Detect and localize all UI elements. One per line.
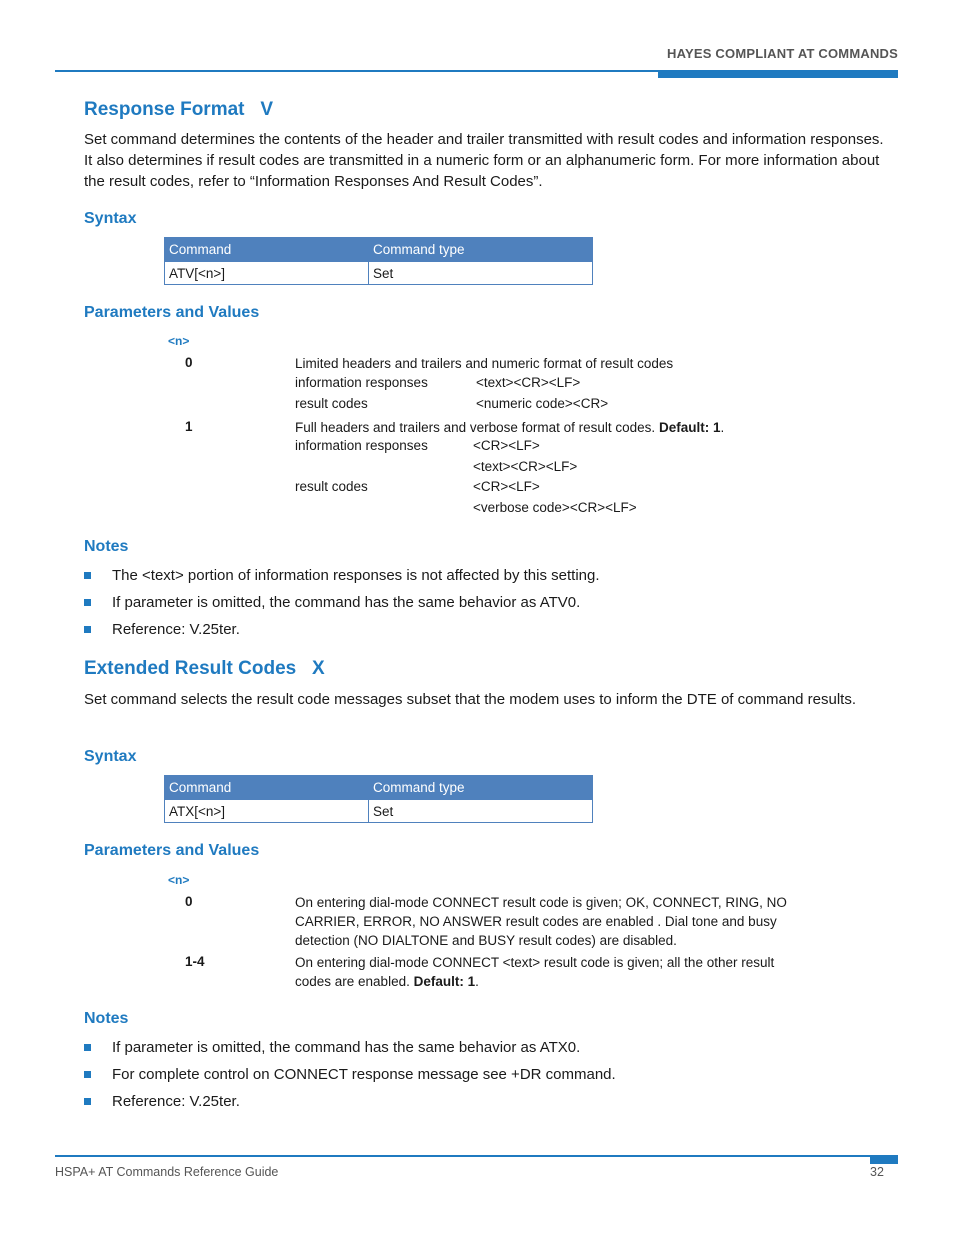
- syntax-table: [164, 775, 593, 823]
- info-responses-label: information responses: [295, 375, 428, 390]
- notes-heading: Notes: [84, 538, 129, 555]
- bullet-icon: [84, 1071, 91, 1078]
- info-responses-value: <text><CR><LF>: [473, 459, 578, 474]
- syntax-table: [164, 237, 593, 285]
- section-intro: Set command selects the result code messages subset that the modem uses to inform the DTE of command results.: [84, 691, 857, 708]
- param-desc-text: Full headers and trailers and verbose format of result codes.: [295, 420, 656, 435]
- table-header-command: Command: [165, 776, 369, 800]
- param-value-1: 1: [185, 419, 193, 434]
- running-header: HAYES COMPLIANT AT COMMANDS: [667, 46, 898, 61]
- syntax-heading: Syntax: [84, 748, 137, 765]
- bullet-icon: [84, 599, 91, 606]
- table-cell-type: Set: [369, 800, 593, 823]
- table-cell-type: Set: [369, 262, 593, 285]
- result-codes-label: result codes: [295, 479, 368, 494]
- info-responses-value: <CR><LF>: [473, 438, 540, 453]
- info-responses-label: information responses: [295, 438, 428, 453]
- default-label: Default: 1: [413, 974, 476, 989]
- param-tag: <n>: [168, 873, 190, 887]
- footer-doc-title: HSPA+ AT Commands Reference Guide: [55, 1165, 279, 1179]
- param-desc-1: Full headers and trailers and verbose format of result codes. Default: 1.: [295, 420, 725, 435]
- syntax-heading: Syntax: [84, 210, 137, 227]
- page-number: 32: [870, 1165, 884, 1179]
- result-codes-value: <verbose code><CR><LF>: [473, 500, 637, 515]
- bullet-icon: [84, 1098, 91, 1105]
- info-responses-value: <text><CR><LF>: [476, 375, 581, 390]
- param-value-0: 0: [185, 894, 193, 909]
- table-cell-command: ATV[<n>]: [165, 262, 369, 285]
- default-label: Default: 1: [658, 420, 721, 435]
- param-value-0: 0: [185, 355, 193, 370]
- section-title-response-format: Response Format V: [84, 99, 273, 120]
- header-accent-bar: [658, 70, 898, 78]
- result-codes-value: <CR><LF>: [473, 479, 540, 494]
- param-tag: <n>: [168, 334, 190, 348]
- notes-heading: Notes: [84, 1010, 129, 1027]
- params-heading: Parameters and Values: [84, 304, 260, 321]
- param-desc-0: Limited headers and trailers and numeric format of result codes: [295, 356, 674, 371]
- section-intro: Set command determines the contents of the header and trailer transmitted with result codes and information responses. It also determines if result codes are transmitted in a numeric form or an alphanumeric form. For more information about the result codes, refer to “Information Responses And Result Codes”.: [84, 131, 884, 190]
- table-cell-command: ATX[<n>]: [165, 800, 369, 823]
- result-codes-value: <numeric code><CR>: [476, 396, 609, 411]
- table-header-command-type: Command type: [369, 238, 593, 262]
- param-value-1-4: 1-4: [185, 954, 205, 969]
- bullet-icon: [84, 1044, 91, 1051]
- table-header-command: Command: [165, 238, 369, 262]
- footer-accent-bar: [870, 1155, 898, 1164]
- bullet-icon: [84, 626, 91, 633]
- param-desc-0: On entering dial-mode CONNECT result code is given; OK, CONNECT, RING, NO CARRIER, ERROR, NO ANSWER result codes are enabled . Dial tone and busy detection (NO DIALTONE and BUSY result codes) are disabled.: [295, 895, 787, 948]
- footer-rule: [55, 1155, 898, 1157]
- result-codes-label: result codes: [295, 396, 368, 411]
- params-heading: Parameters and Values: [84, 842, 260, 859]
- bullet-icon: [84, 572, 91, 579]
- table-header-command-type: Command type: [369, 776, 593, 800]
- param-desc-text: On entering dial-mode CONNECT <text> result code is given; all the other result codes are enabled.: [295, 955, 775, 989]
- section-title-extended-result-codes: Extended Result Codes X: [84, 658, 325, 679]
- param-desc-1-4: On entering dial-mode CONNECT <text> result code is given; all the other result codes are enabled. Default: 1.: [295, 955, 775, 989]
